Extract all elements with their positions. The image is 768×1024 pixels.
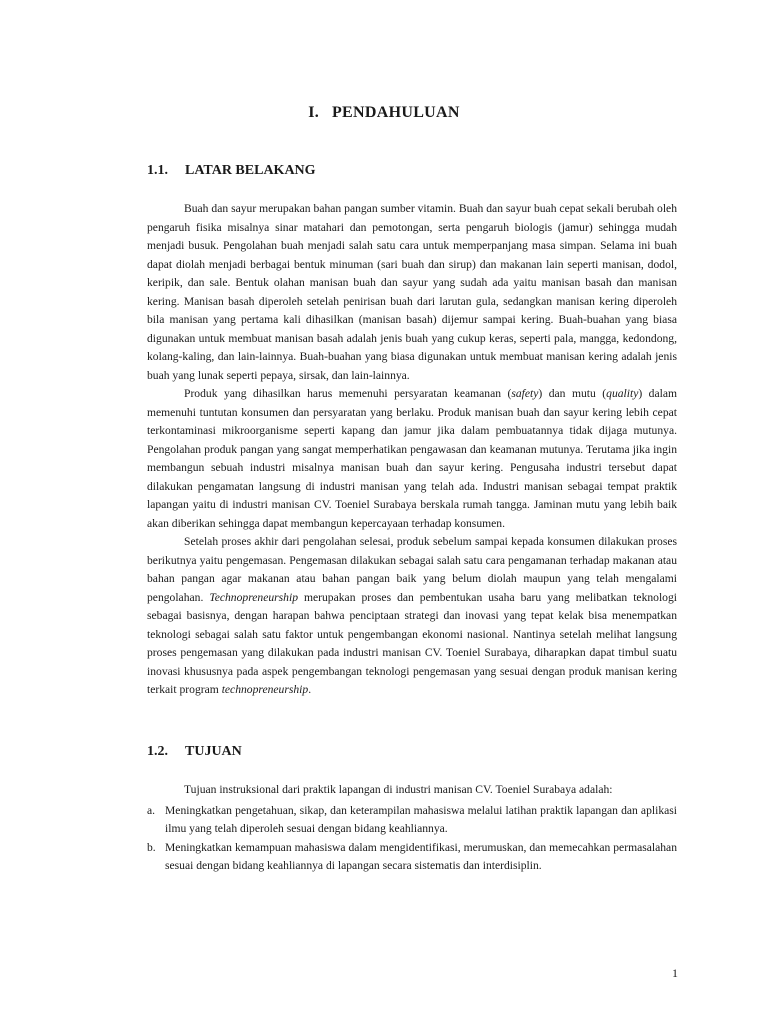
page-number: 1: [672, 966, 678, 980]
section-body-tujuan: [147, 781, 677, 876]
section-number: 1.1.: [147, 163, 168, 178]
section-title: TUJUAN: [185, 744, 242, 759]
tujuan-intro: Tujuan instruksional dari praktik lapangan di industri manisan CV. Toeniel Surabaya adalah:: [184, 783, 613, 796]
italic-term: technopreneurship: [221, 683, 309, 696]
section-heading-latar-belakang: [147, 163, 316, 179]
list-item: b. Meningkatkan kemampuan mahasiswa dalam mengidentifikasi, merumuskan, dan memecahkan permasalahan sesuai dengan bidang keahliannya di lapangan secara sistematis dan interdisiplin.: [147, 840, 677, 872]
italic-term: quality: [606, 387, 639, 400]
section-heading-tujuan: [147, 744, 242, 760]
chapter-title-text: PENDAHULUAN: [331, 104, 460, 121]
tujuan-list: [147, 802, 677, 876]
paragraph-2: Produk yang dihasilkan harus memenuhi persyaratan keamanan (safety) dan mutu (quality) dalam memenuhi tuntutan konsumen dan persyaratan yang berlaku. Produk manisan buah dan sayur kering lebih cepat terkontaminasi mikroorganisme seperti kapang dan jamur jika dalam pembuatannya tidak dijaga mutunya. Pengolahan produk pangan yang sangat memperhatikan pengawasan dan keamanan mutunya. Terutama jika ingin membangun sebuah industri misalnya manisan buah dan sayur kering. Pengusaha industri tersebut dapat dilakukan pengamatan langsung di industri manisan yang telah ada. Industri manisan sebagai tempat praktik lapangan yaitu di industri manisan CV. Toeniel Surabaya berskala rumah tangga. Jaminan mutu yang lebih baik akan diberikan sehingga dapat membangun kepercayaan terhadap konsumen.: [147, 387, 678, 530]
paragraph-3: Setelah proses akhir dari pengolahan selesai, produk sebelum sampai kepada konsumen dilakukan proses berikutnya yaitu pengemasan. Pengemasan dilakukan sebagai salah satu cara pengamanan terhadap makanan atau bahan pangan agar makanan atau bahan pangan baik yang belum diolah maupun yang telah mengalami pengolahan. Technopreneurship merupakan proses dan pembentukan usaha baru yang melibatkan teknologi sebagai basisnya, dengan harapan bahwa penciptaan strategi dan inovasi yang tepat kelak bisa menempatkan teknologi sebagai salah satu faktor untuk pengembangan ekonomi nasional. Nantinya setelah melihat langsung proses pengemasan yang dilakukan pada industri manisan CV. Toeniel Surabaya, diharapkan dapat timbul suatu inovasi khususnya pada aspek pengembangan teknologi pengemasan yang sesuai dengan produk manisan kering terkait program technopreneurship.: [147, 535, 677, 696]
section-number: 1.2.: [147, 744, 168, 759]
section-title: LATAR BELAKANG: [185, 163, 316, 178]
section-body-latar-belakang: [147, 200, 677, 700]
italic-term: Technopreneurship: [209, 590, 298, 604]
italic-term: safety: [511, 387, 539, 400]
paragraph-1: Buah dan sayur merupakan bahan pangan sumber vitamin. Buah dan sayur buah cepat sekali berubah oleh pengaruh fisika misalnya sinar matahari dan pemotongan, serta pengaruh biologis (jamur) sehingga mudah menjadi busuk. Pengolahan buah menjadi salah satu cara untuk memperpanjang masa simpan. Selama ini buah dapat diolah menjadi berbagai bentuk minuman (sari buah dan sirup) dan makanan lain seperti manisan, dodol, keripik, dan sale. Bentuk olahan manisan buah dan sayur yang sudah ada yaitu manisan basah dan manisan kering. Manisan basah diperoleh setelah penirisan buah dari larutan gula, sedangkan manisan kering diperoleh bila manisan yang pertama kali dihasilkan (manisan basah) dijemur sampai kering. Buah-buahan yang biasa digunakan untuk membuat manisan basah adalah jenis buah yang cukup keras, seperti pala, mangga, kedondong, kolang-kaling, dan lain-lainnya. Buah-buahan yang biasa digunakan untuk membuat manisan kering adalah jenis buah yang lunak seperti pepaya, sirsak, dan lain-lainnya.: [147, 202, 677, 382]
chapter-number: I.: [308, 104, 320, 121]
chapter-title: [0, 104, 768, 122]
list-item: a. Meningkatkan pengetahuan, sikap, dan keterampilan mahasiswa melalui latihan praktik lapangan dan aplikasi ilmu yang telah diperoleh sesuai dengan bidang keahliannya.: [147, 803, 677, 835]
